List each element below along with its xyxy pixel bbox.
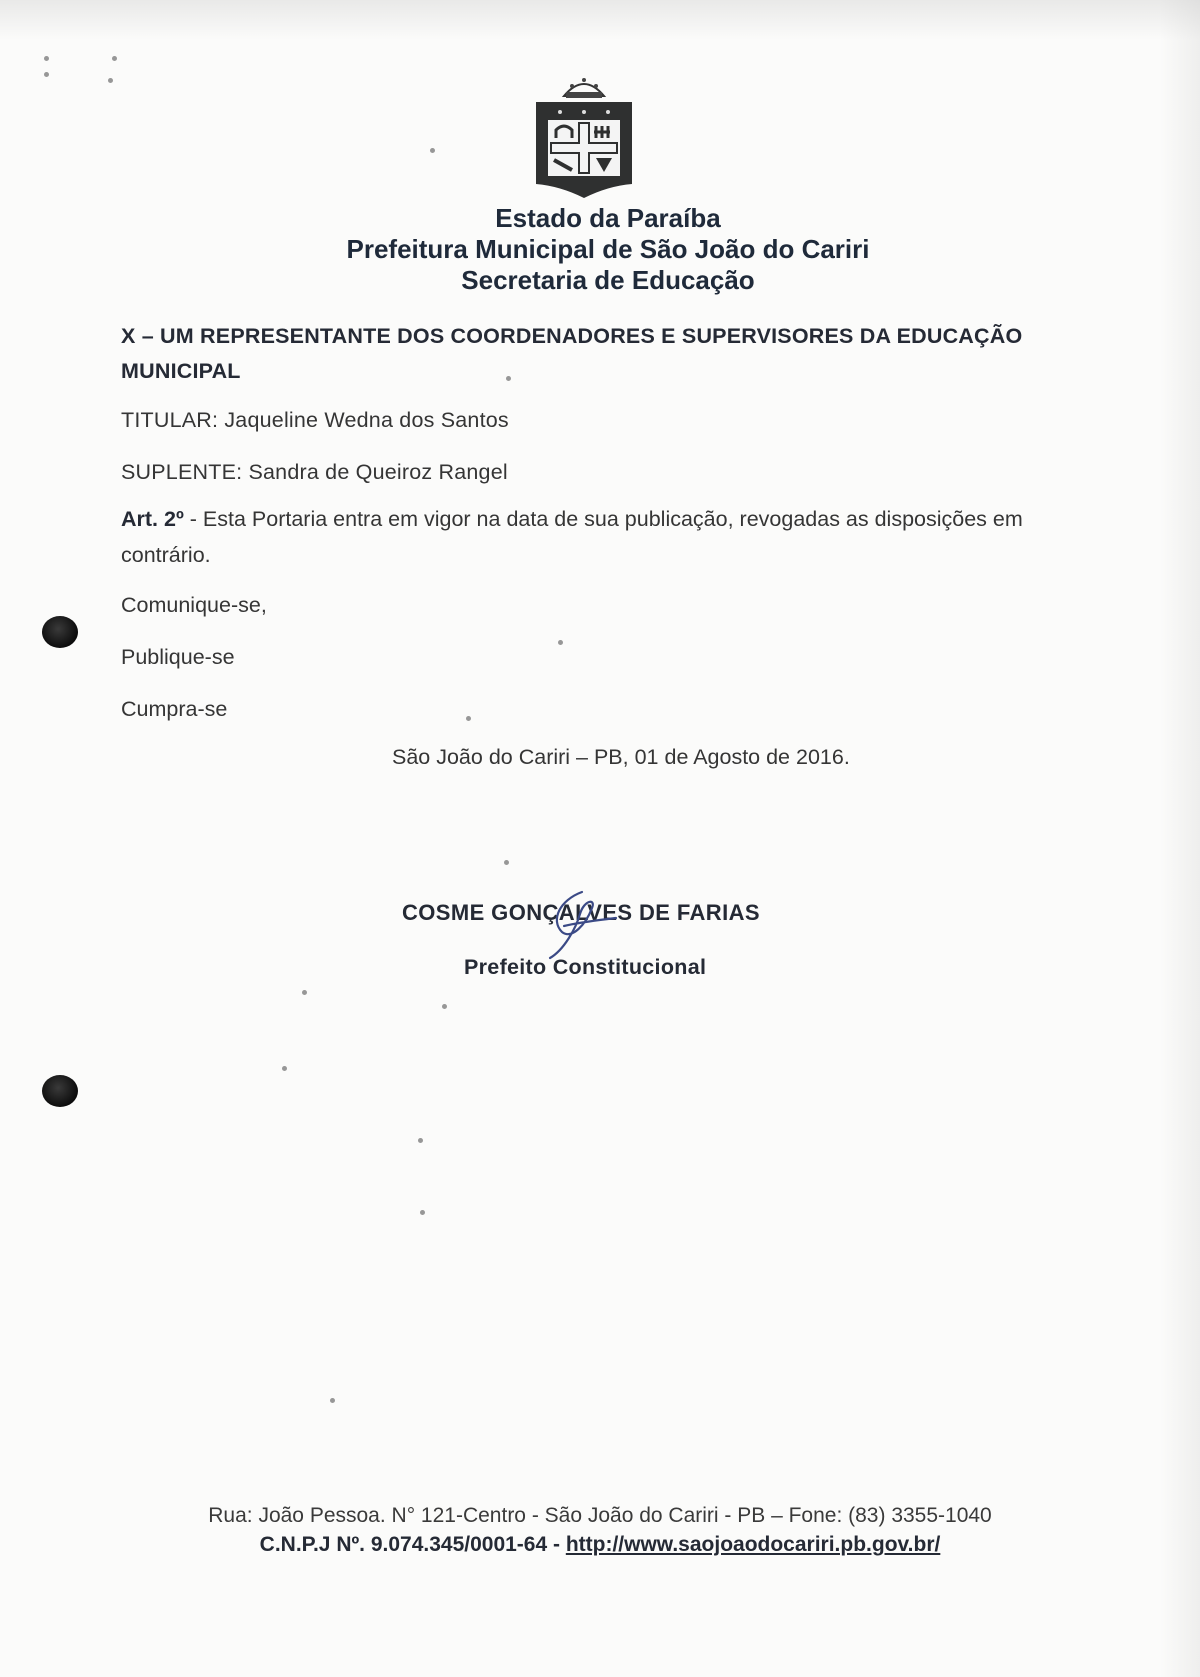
scan-speck [442, 1004, 447, 1009]
scan-speck [108, 78, 113, 83]
closing-comunique: Comunique-se, [121, 593, 267, 617]
titular-line [121, 402, 509, 438]
header-secretariat: Secretaria de Educação [461, 265, 755, 295]
titular-label: TITULAR: [121, 408, 219, 432]
scan-speck [112, 56, 117, 61]
scan-speck [44, 56, 49, 61]
scan-speck [302, 990, 307, 995]
closing-cumpra: Cumpra-se [121, 697, 228, 721]
closing-publique: Publique-se [121, 645, 235, 669]
header-municipality: Prefeitura Municipal de São João do Cariri [346, 234, 870, 264]
suplente-line [121, 454, 508, 490]
footer-address: Rua: João Pessoa. N° 121-Centro - São João do Cariri - PB – Fone: (83) 3355-1040 [208, 1504, 992, 1527]
scan-speck [430, 148, 435, 153]
article-text: - Esta Portaria entra em vigor na data de sua publicação, revogadas as disposições em contrário. [121, 507, 1023, 567]
scan-speck [558, 640, 563, 645]
scan-speck [504, 860, 509, 865]
signer-name: COSME GONÇALVES DE FARIAS [402, 900, 760, 925]
scan-speck [282, 1066, 287, 1071]
footer-cnpj: C.N.P.J Nº. 9.074.345/0001-64 - [259, 1533, 566, 1556]
footer-cnpj-line [0, 1530, 1200, 1560]
suplente-label: SUPLENTE: [121, 460, 243, 484]
scan-shadow-top [0, 0, 1200, 40]
scan-speck [466, 716, 471, 721]
article-2 [121, 501, 1101, 573]
article-label: Art. 2º [121, 507, 184, 531]
scan-speck [418, 1138, 423, 1143]
footer-website-link[interactable]: http://www.saojoaodocariri.pb.gov.br/ [565, 1533, 941, 1556]
scan-speck [44, 72, 49, 77]
signer-role: Prefeito Constitucional [464, 955, 707, 979]
suplente-name: Sandra de Queiroz Rangel [248, 460, 508, 484]
header-state: Estado da Paraíba [495, 203, 721, 233]
section-heading: X – UM REPRESENTANTE DOS COORDENADORES E SUPERVISORES DA EDUCAÇÃO MUNICIPAL [121, 324, 1023, 383]
place-date: São João do Cariri – PB, 01 de Agosto de 2016. [392, 745, 850, 769]
scan-speck [420, 1210, 425, 1215]
coat-of-arms-icon [532, 68, 636, 200]
punch-hole-top [42, 616, 78, 648]
punch-hole-bottom [42, 1075, 78, 1107]
titular-name: Jaqueline Wedna dos Santos [224, 408, 509, 432]
scan-speck [330, 1398, 335, 1403]
